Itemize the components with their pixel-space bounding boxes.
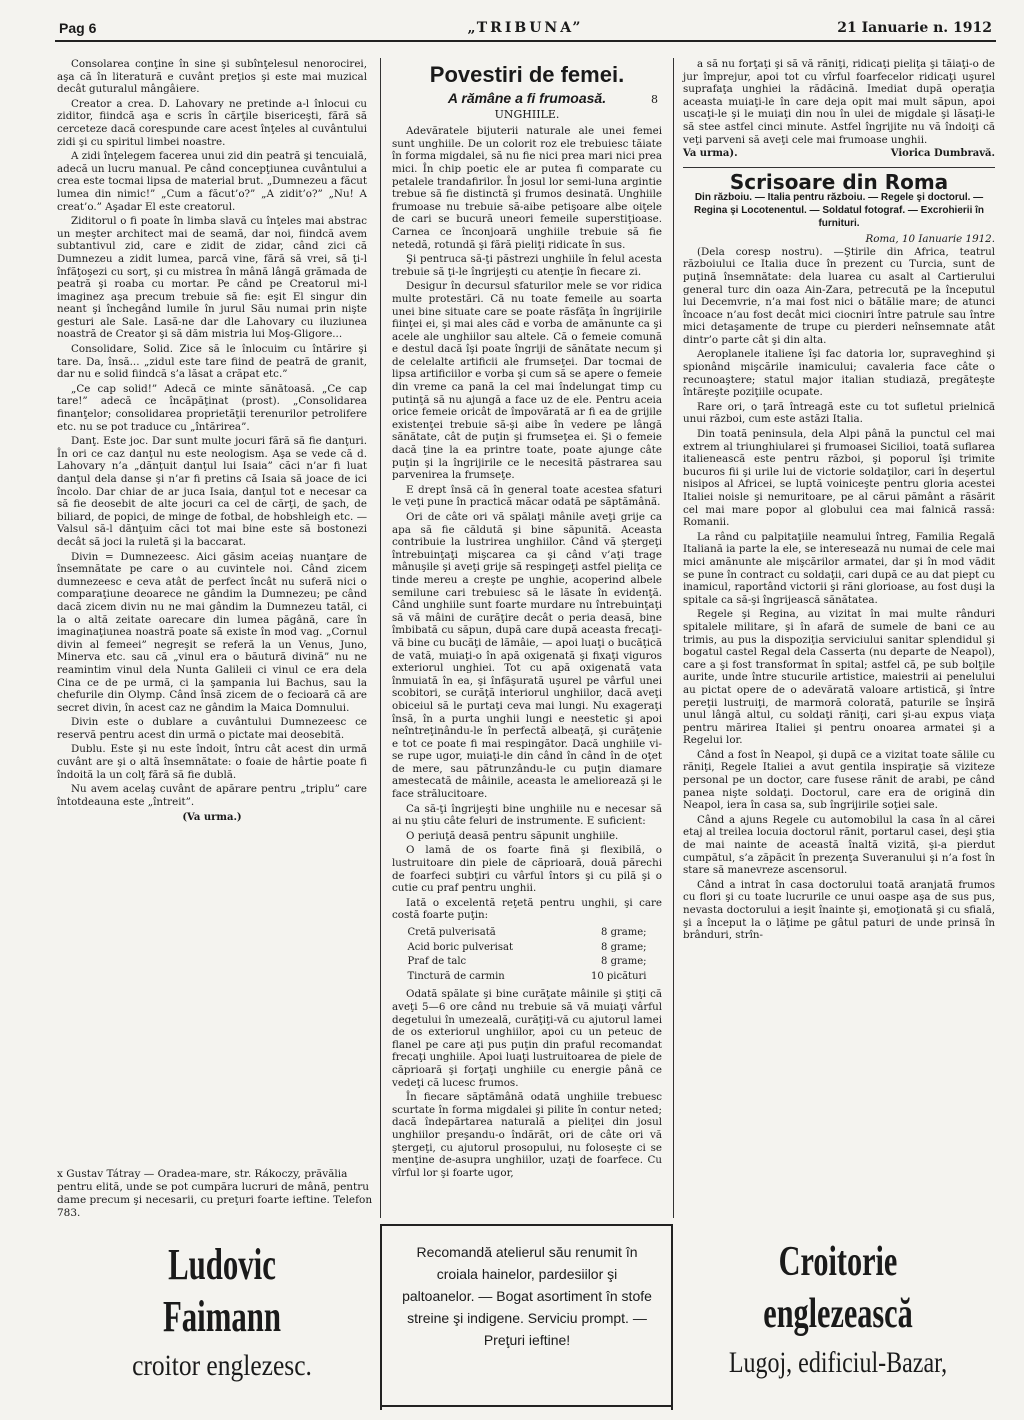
paragraph: Odată spălate şi bine curăţate mâinile şi ştiţi că aveţi 5—6 ore când nu trebuie să vă muiaţi vârful degetului în umezeală, curăţiţi-vă cu ajutorul lamei de os exteriorul unghiilor, apoi cu un peteuc de flanel pe care aţi pus puţin din praful recomandat frecaţi unghiile. Apoi luaţi lustruitoarea de piele de căprioară şi forţaţi unghiile cu energie până ce vedeţi că lucesc frumos. <box>392 988 662 1089</box>
paragraph: A zidi înţelegem facerea unui zid din peatră şi tencuială, adecă un lucru manual. Pe când concepţiunea cuvântului a crea este tocmai lipsa de material brut. „Dumnezeu a făcut lumea din nimic!” „Cum a făcut’o?” „A zidit’o?” „Nu! A creat’o.” Aşadar El este creatorul. <box>57 150 367 213</box>
paragraph: E drept însă că în general toate acestea sfaturi le veţi pune în practică măcar odată pe săptămână. <box>392 483 662 509</box>
recipe-row <box>406 955 649 970</box>
column-divider <box>673 58 674 1218</box>
paragraph: Regele şi Regina, au vizitat în mai multe rânduri spitalele militare, şi în afară de sumele de bani ce au trimis, au pus la dispoziţia serviciului sanitar splendidul şi bogatul castel Regal dela Casserta (nu departe de Neapol), care a şi fost transformat în spital; astfel că, pe sub bolţile aurite, unde între stucurile artistice, maiestrii ai penelului au pictat opere de o adevărată valoare artistică, şi între pereţii lustruiţi, de marmoră colorată, paturile se înşiră unul lângă altul, cu soldaţi răniţi, cari şi-au expus viaţa pentru mărirea Italiei şi pentru onoarea armatei şi a Regelui lor. <box>683 608 995 747</box>
quantity: 8 grame; <box>601 927 647 938</box>
ad-border <box>380 1405 673 1407</box>
paragraph: Creator a crea. D. Lahovary ne pretinde a-l înlocui cu ziditor, fiindcă aşa e scris în cărţile bisericeşti, fără să cerceteze dacă corespunde care acest înţeles al cuvântului zidi şi cu spiritul limbei noastre. <box>57 97 367 148</box>
paragraph: Aeroplanele italiene îşi fac datoria lor, supraveghind şi spionând mişcările inamicului; cavaleria face câte o recunoaştere; statul major italian studiază, pregăteşte întăreşte poziţiile ocupate. <box>683 348 995 399</box>
paragraph: Când a intrat în casa doctorului toată aranjată frumos cu flori şi cu toate lucrurile ce unui oaspe aşa de sus pus, nevasta doctorului a ieşit înainte şi, emoţionată şi cu sfială, şi a început la o lăţime pe gâtul paturi de unde prinsă în brânduri, strîn- <box>683 878 995 942</box>
advertiser-name: Ludovic Faimann <box>162 1240 282 1341</box>
paragraph: Ziditorul o fi poate în limba slavă cu înţeles mai abstrac un meşter architect mai de seamă, dar noi, fiindcă avem subtantivul zid, care e zidit de zidar, când zici că Dumnezeu a zidit lumea, parcă vine, fără să vrei, să ţi-l înfăţoşezi cu sorţ, şi cu mistrea în mână lângă grămada de peatră şi roaba cu mortar. Pe când pe Creatorul mi-l imaginez aşa precum trebuie să fie: eşit El singur din neant şi închegând lumile în jurul Său numai prin nişte gesturi ale Sale. Lasă-ne dar dle Lahovary cu iluziunea noastră de Creator şi să dăm mistria lui Moş-Gligore... <box>57 215 367 341</box>
quantity: 8 grame; <box>601 941 647 953</box>
advertiser-name: Croitorie englezească <box>763 1239 913 1337</box>
paragraph: Ca să-ţi îngrijeşti bine unghiile nu e necesar să ai nu ştiu câte feluri de instrumente. E suficient: <box>392 802 662 828</box>
paragraph: Rare ori, o ţară întreagă este cu tot sufletul prielnică unui război, cum este astăzi Italia. <box>683 400 995 426</box>
paragraph: Desigur în decursul sfaturilor mele se vor ridica multe protestări. Că nu toate femeile au soarta unei bine situate care se poate răsfăţa în îngrijirile fiinţei ei, şi mai ales căd e vorba de amănunte ca şi acele ale unghiilor sau altele. Că o femeie comună e destul dacă îşi poate îngriji de sănătate necum şi de celelalte artificii ale frumseţei. Dar tocmai de lipsa artificiilor e vorba şi cum să se apere o femeie din vreme ca pană la cel mai îndelungat timp cu putinţă să nu ajungă a face uz de ele. Pentru aceia orice femeie oricât de împovărată ar fi ea de grijile existenţei trebuie să-şi aibe în vedere pe lângă sănătate, cât de puţin şi frumseţea ei. Şi o femeie dacă ţine la ea printre toate, poate ajunge câte puţin şi la îngrijirile ce le necesită păstrarea sau parvenirea la frumseţe. <box>392 280 662 482</box>
page-number: Pag 6 <box>59 20 97 36</box>
paragraph: Când a ajuns Regele cu automobilul la casa în al cărei etaj al treilea locuia doctorul rănit, portarul casei, deşi ştia de mai nainte de această înaltă vizită, şi-a pierdut cumpătul, s’a zăpăcit în prezenţa Suveranului şi n’a fost în stare să manevreze ascensorul. <box>683 813 995 877</box>
author-signature: Viorica Dumbravă. <box>890 148 995 160</box>
tailor-ad-middle: Recomandă atelierul său renumit în croiala hainelor, pardesiilor şi paltoanelor. — Bogat asortiment în stofe streine şi indigene. Serviciu prompt. — Preţuri ieftine! <box>402 1244 652 1348</box>
tailor-ad-right <box>673 1232 1003 1412</box>
page-header <box>55 18 996 42</box>
advertiser-address: Lugoj, edificiul-Bazar, <box>728 1346 948 1379</box>
section-divider <box>683 167 995 168</box>
paragraph: Divin = Dumnezeesc. Aici găsim aceiaş nuanţare de însemnătate pe care o au cuvintele noi. Când zicem dumnezeesc e ceva atât de perfect încât nu suferă nici o comparaţiune deoarece ne gândim la Dumnezeu; pe când dacă zicem divin nu ne mai gândim la Dumnezeu tatăl, ci la o altă zeitate oarecare din lumea păgână, care în imaginaţiunea noastră poate să existe în mod vag. „Cornul divin al femeei” negreşit se referă la un Venus, Juno, Minerva etc. sau că „vinul era o băutură divină” nu ne reamintim vinul dela Nunta Galileii ci vinul ce era dela Cina ce de pe urmă, ci la şampania lui Bachus, sau la chefurile din Olymp. Când însă zicem de o fecioară că are secret divin, în acest caz ne gândim la Maica Domnului. <box>57 550 367 714</box>
ingredient: Cretă pulverisată <box>407 927 496 938</box>
paragraph: Adevăratele bijuterii naturale ale unei femei sunt unghiile. De un colorit roz ele trebuiesc tăiate în forma migdalei, să nu fie nici prea mari nici prea mici. În chip poetic ele ar putea fi comparate cu petalele trandafirilor. În josul lor semi-luna argintie trebue să fie distinctă şi frumos desinată. Unghiile frumoase nu trebuie să-aibe petişoare albe oiţele de cari se bucură uneori femeile superstiţioase. Carnea ce înconjoară unghiile trebuie să fie netedă, rotundă şi fără pieliţi ridicate în sus. <box>392 125 662 251</box>
paragraph: La rând cu palpitaţiile neamului întreg, Familia Regală Italiană ia parte la ele, se interesează nu numai de cele mai mici amănunte ale mişcărilor armatei, dar şi în mod vădit se pune în contract cu soldaţii, cari după ce au dat piept cu inamicul, raportând victorii şi răni glorioase, au fost duşi la spitale ca să-şi îngrijească sănătatea. <box>683 530 995 606</box>
newspaper-title: „TRIBUNA” <box>467 20 584 36</box>
recipe-row <box>406 926 649 941</box>
recipe-row <box>406 941 649 956</box>
column-language-article <box>57 58 367 1133</box>
paragraph: Consolarea conţine în sine şi subînţelesul nenorocirei, aşa că în literatură e cuvânt preţios şi este mai muzical decât guturalul mângâiere. <box>57 58 367 96</box>
paragraph: Iată o excelentă reţetă pentru unghii, şi care costă foarte puţin: <box>392 896 662 922</box>
paragraph: Danţ. Este joc. Dar sunt multe jocuri fără să fie danţuri. În ori ce caz danţul nu este neologism. Aşa se vede că d. Lahovary n’a „dănţuit danţul lui Isaia” căci n’ar fi luat danţul dela danse şi n’ar fi pretins că Isaia să joace de ici încolo. Dar chiar de ar juca Isaia, danţul tot e necesar ca să fie deosebit de alte jocuri ca cel de cărţi, de şach, de biliard, de popici, de minge de fotbal, de hobshleigh etc. — Valsul să-l dănţuim căci tot mai bine este să bostonezi decât să joci la ruletă şi la baccarat. <box>57 435 367 548</box>
paragraph: Divin este o dublare a cuvântului Dumnezeesc ce reservă pentru acest din urmă o pictate mai deosebită. <box>57 716 367 741</box>
advertiser-trade: croitor englezesc. <box>132 1349 312 1382</box>
paragraph: Când a fost în Neapol, şi după ce a vizitat toate sălile cu răniţi, Regele Italiei a avut gentila inspiraţie să viziteze personal pe un doctor, care fusese rănit de arabi, pe când panea nişte soldaţi. Doctorul, care era de origină din Neapol, iera în casa sa, sub îngrijirile soţiei sale. <box>683 748 995 812</box>
column-divider <box>380 58 381 1218</box>
article-title: Scrisoare din Roma <box>729 169 949 194</box>
article-title: Povestiri de femei. <box>429 62 625 87</box>
paragraph: (Dela coresp nostru). —Ştirile din Africa, teatrul războiului ce Italia duce în prezent cu Turcia, sunt de puţină însemnătate: dela luarea cu asalt al Cartierului general turc din oaza Ain-Zara, petrecută pe la începutul lui Decemvrie, n’a mai fost nici o bătălie mare; de atunci încoace n’au fost decât mici ciocniri între patrule sau între mici detaşamente de trupe cu pierderi neînsemnate atât dintr’o parte cât şi din alta. <box>683 245 995 346</box>
issue-date: 21 Ianuarie n. 1912 <box>837 20 992 36</box>
paragraph: O periuţă deasă pentru săpunit unghiile. <box>406 829 619 842</box>
tailor-ad-left <box>57 1235 387 1405</box>
dateline: Roma, 10 Ianuarie 1912. <box>865 233 995 246</box>
section-heading: UNGHIILE. <box>494 107 560 121</box>
paragraph: „Ce cap solid!” Adecă ce minte sănătoasă. „Ce cap tare!” adecă ce încăpăţinat (prost). „Consolidarea finanţelor; consolidarea proprietăţii terenurilor petrolifere etc. nu se pot traduce cu „întărirea”. <box>57 382 367 433</box>
paragraph: Şi pentruca să-ţi păstrezi unghiile în felul acesta trebuie să ţi-le îngrijeşti cu atenţie în fiecare zi. <box>392 253 662 278</box>
article-subtitle: A rămâne a fi frumoasă. <box>447 90 607 106</box>
ingredient: Acid boric pulverisat <box>407 941 513 953</box>
continued-note: Va urma). <box>683 148 738 160</box>
recipe-row <box>406 970 649 985</box>
ingredient: Praf de talc <box>407 956 467 968</box>
column-rome-letter <box>683 58 995 1158</box>
classified-ad: x Gustav Tátray — Oradea-mare, str. Rákoczy, prăvălia pentru elită, unde se pot cumpăra lucruri de mână, pentru dame precum şi necesarii, cu preţuri foarte ieftine. Telefon 783. <box>57 1168 373 1219</box>
paragraph: Din toată peninsula, dela Alpi până la punctul cel mai extrem al triunghiularei şi frumoasei Sicilioi, toată suflarea italienească este pentru război, şi poporul îşi trimite bucuros fii şi urile lui de victorie soldaţilor, cari în deşertul nisipos al Africei, se luptă voiniceşte pentru gloria acestei Italiei noisle şi nemuritoare, pe al cărui pământ a răsărit cel mai mare popor al globului cea mai falnică rassă: Romanii. <box>683 428 995 529</box>
paragraph: Ori de câte ori vă spălaţi mânile aveţi grije ca apa să fie căldută şi bine săpunită. Aceasta contribuie la lustrirea unghiilor. Când vă ştergeţi întrebuinţaţi mişcarea ca şi când v’aţi trage mânuşile şi aveţi grije să respingeţi astfel pieliţa ce tinde mereu a creşte pe unghie, acoperind albele semilune cari trebuiesc să le lăsate în evidenţă. Când unghiile sunt foarte murdare nu întrebuinţaţi să vă mâini de curăţire decât o peria deasă, bine îmbibată cu săpun, după care după aceasta frecaţi-vă bine cu bucăţi de lămâie, — apoi luaţi o bucăţică de vată, muiaţi-o în apă oxigenată şi fixaţi viguros exteriorul unghiei. Tot cu apă oxigenată vata înmuiată în ea, şi înfăşurată uşurel pe vârful unei scobitori, se curăţă interiorul unghiilor, dacă aveţi obiceiul să le purtaţi ceva mai lungi. Nu exageraţi însă, în a purta unghii lungi e neestetic şi apoi neîntreţinându-le în perfectă albeaţă, şi curăţenie e tot ce poate fi mai respingător. Dacă unghiile vi-se rupe ugor, muiaţi-le din când în când în de oţet de mere, sau pătrunzându-le cu puţin diamare amestecată de mâinile, aceasta le ameliorează şi le face strălucitoare. <box>392 511 662 801</box>
paragraph: O lamă de os foarte fină şi flexibilă, o lustruitoare din piele de căprioară, două părechi de foarfeci subţiri cu vârful întors şi cu pilă şi o cutie cu praf pentru unghii. <box>392 844 662 895</box>
ad-border <box>380 1224 673 1226</box>
quantity: 10 picături <box>590 970 647 982</box>
paragraph: Dublu. Este şi nu este îndoit, întru cât acest din urmă cuvânt are şi o altă însemnătate: o foaie de hârtie poate fi îndoită la un colţ fără să fie dublă. <box>57 743 367 781</box>
article-subheads: Din războiu. — Italia pentru războiu. — Regele şi doctorul. — Regina şi Locotenentul. — Soldatul fotograf. — Excrohierii în furnituri. <box>693 192 985 229</box>
paragraph: Nu avem acelaş cuvânt de apărare pentru „triplu” care întotdeauna este „întreit”. <box>57 783 367 808</box>
quantity: 8 grame; <box>601 956 647 968</box>
paragraph: a să nu forţaţi şi să vă răniţi, ridicaţi pieliţa şi tăiaţi-o de jur împrejur, apoi tot cu vîrful foarfecelor ridicaţi uşurel suprafaţa unghiei la rădăcină. Imediat după operaţia aceasta muiaţi-le în care deja opit mai mult săpun, apoi uscaţi-le şi le muiaţi din nou în ulei de migdale şi lăsaţi-le să stee astfel cinci minute. Astfel îngrijite nu vă îndoiţi că veţi parveni să aveţi cele mai frumoase unghii. <box>683 58 995 146</box>
ingredient: Tinctură de carmin <box>407 970 505 982</box>
column-beauty-article <box>392 58 662 1179</box>
paragraph: În fiecare săptămână odată unghiile trebuesc scurtate în forma migdalei şi pilite în contur neted; dacă îndepărtarea naturală a pieliţei din josul unghiilor preşandu-o îndărăt, ori de câte ori vă ştergeţi, cu ajutorul prosopului, nu folosește ci se menţine de-asupra unghiilor, uzaţi de foarfece. Cu vîrful lor şi foarte ugor, <box>392 1091 662 1179</box>
paragraph: Consolidare, Solid. Zice să le înlocuim cu întărire şi tare. Da, însă... „zidul este tare fiind de peatră de granit, dar nu e solid fiindcă s’a lăsat a crăpat etc.” <box>57 343 367 381</box>
recipe-table <box>406 926 649 984</box>
continued-note: (Va urma.) <box>182 812 242 824</box>
part-number: 8 <box>651 93 658 106</box>
signature-line <box>683 148 995 161</box>
